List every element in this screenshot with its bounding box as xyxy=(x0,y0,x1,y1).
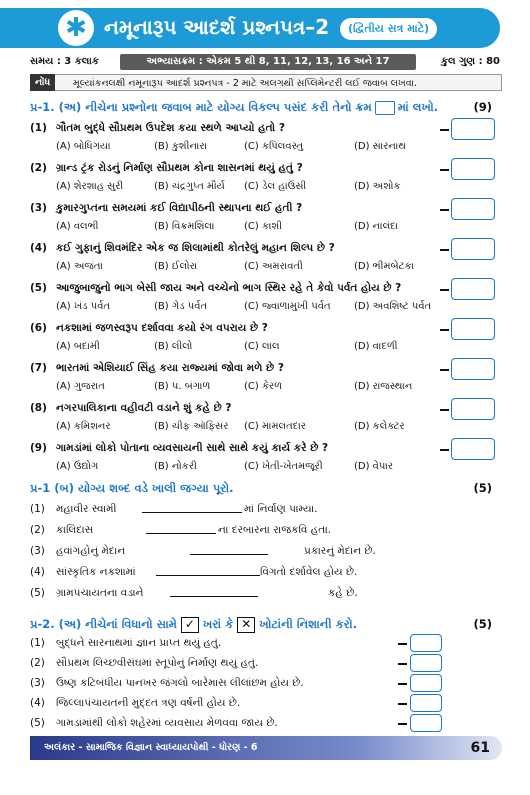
answer-dash xyxy=(398,643,407,645)
option-b: (B) ગેડ પર્વત xyxy=(154,301,208,312)
option-d: (D) વેપાર xyxy=(354,461,394,472)
answer-box[interactable] xyxy=(410,654,442,672)
answer-box[interactable] xyxy=(451,118,495,140)
option-c: (C) અમરાવતી xyxy=(244,261,303,272)
answer-dash xyxy=(440,249,449,251)
section-1a-heading: પ્ર-1. (અ) નીચેના પ્રશ્નોના જવાબ માટે યોગ્ય વિકલ્પ પસંદ કરી તેનો ક્રમ xyxy=(30,100,372,114)
answer-dash xyxy=(398,663,407,665)
answer-box[interactable] xyxy=(451,238,495,260)
note-label: નોંધ xyxy=(30,74,55,91)
answer-box[interactable] xyxy=(410,694,442,712)
option-c: (C) ખેતી-ખેતમજૂરી xyxy=(244,461,323,472)
answer-dash xyxy=(440,409,449,411)
time-label: સમય : 3 કલાક xyxy=(30,56,99,67)
fill-text-before: સાંસ્કૃતિક નકશામાં xyxy=(56,566,136,578)
blank-line[interactable] xyxy=(170,584,258,597)
option-a: (A) શેરશાહ સુરી xyxy=(56,181,124,192)
option-b: (B) વિક્રમશિલા xyxy=(154,221,215,232)
question-number: (9) xyxy=(30,442,47,454)
meta-bar xyxy=(30,54,502,70)
question-number: (4) xyxy=(30,242,47,254)
option-a: (A) અજંતા xyxy=(56,261,103,272)
question-text: કઈ ગુફાનું શિવમંદિર એક જ શિલામાંથી કોતરેલું મહાન શિલ્પ છે ? xyxy=(56,242,335,254)
option-b: (B) લીલો xyxy=(154,341,193,352)
answer-dash xyxy=(440,449,449,451)
option-d: (D) સારનાથ xyxy=(354,141,406,152)
option-d: (D) વાદળી xyxy=(354,341,398,352)
question-text: નગરપાલિકાના વહીવટી વડાને શું કહે છે ? xyxy=(56,402,232,414)
question-text: ગામડાંમાં લોકો પોતાના વ્યવસાયની સાથે સાથે કયું કાર્ય કરે છે ? xyxy=(56,442,329,454)
section-1a-title xyxy=(30,97,502,117)
cross-icon: ✕ xyxy=(237,617,255,633)
question-text: આજુબાજુનો ભાગ બેસી જાય અને વચ્ચેનો ભાગ સ્થિર રહે તે કેવો પર્વત હોય છે ? xyxy=(56,282,402,294)
total-marks-label: કુલ ગુણ : 80 xyxy=(441,56,500,67)
question-number: (6) xyxy=(30,322,47,334)
answer-dash xyxy=(440,129,449,131)
answer-box[interactable] xyxy=(451,398,495,420)
statement-number: (4) xyxy=(30,697,45,709)
header-banner xyxy=(0,8,500,48)
item-number: (4) xyxy=(30,566,45,578)
fill-text-after: માં નિર્વાણ પામ્યા. xyxy=(244,503,318,515)
option-d: (D) નાલંદા xyxy=(354,221,399,232)
answer-box[interactable] xyxy=(451,158,495,180)
section-2a-heading: પ્ર-2. (અ) નીચેનાં વિધાનો સામે xyxy=(30,617,177,631)
fill-text-before: હવાંગહોનું મેદાન xyxy=(56,545,126,557)
section-1b-heading: પ્ર-1 (બ) યોગ્ય શબ્દ વડે ખાલી જગ્યા પૂરો. xyxy=(30,481,234,495)
section-1b-title xyxy=(30,478,502,498)
question-text: ભારતમાં એશિયાઈ સિંહ કયા રાજ્યમાં જોવા મળે છે ? xyxy=(56,362,284,374)
answer-dash xyxy=(398,723,407,725)
answer-box[interactable] xyxy=(451,318,495,340)
option-a: (A) ગુજરાત xyxy=(56,381,105,392)
answer-dash xyxy=(440,289,449,291)
option-d: (D) રાજસ્થાન xyxy=(354,381,413,392)
option-a: (A) ખંડ પર્વત xyxy=(56,301,111,312)
statement-number: (5) xyxy=(30,717,45,729)
option-b: (B) કુશીનારા xyxy=(154,141,207,152)
section-2a-heading-end: ખોટાંની નિશાની કરો. xyxy=(259,617,357,631)
answer-dash xyxy=(440,169,449,171)
option-a: (A) વલભી xyxy=(56,221,99,232)
question-number: (1) xyxy=(30,122,47,134)
item-number: (3) xyxy=(30,545,45,557)
option-b: (B) નોકરી xyxy=(154,461,197,472)
question-number: (2) xyxy=(30,162,47,174)
statement-text: જિલ્લાપંચાયતની મુદ્દત ત્રણ વર્ષની હોય છે. xyxy=(56,697,241,709)
option-a: (A) ઉદ્યોગ xyxy=(56,461,99,472)
option-c: (C) જ્વાળામુખી પર્વત xyxy=(244,301,331,312)
blank-line[interactable] xyxy=(142,500,242,513)
page-title: નમૂનારૂપ આદર્શ પ્રશ્નપત્ર–2 xyxy=(104,15,330,39)
answer-dash xyxy=(440,369,449,371)
answer-dash xyxy=(440,329,449,331)
item-number: (5) xyxy=(30,587,45,599)
page-number: 61 xyxy=(470,740,490,756)
fill-text-before: મહાવીર સ્વામી xyxy=(56,503,117,515)
item-number: (2) xyxy=(30,524,45,536)
statement-number: (1) xyxy=(30,637,45,649)
note-text: મૂલ્યાંકનલક્ષી નમૂનારૂપ આદર્શ પ્રશ્નપત્ર - 2 માટે અલગથી સપ્લિમેન્ટરી લઈ જવાબ લખવા. xyxy=(73,78,417,89)
option-a: (A) બદામી xyxy=(56,341,100,352)
syllabus-label: અભ્યાસક્રમ : એકમ 5 થી 8, 11, 12, 13, 16 અને 17 xyxy=(120,54,416,70)
blank-line[interactable] xyxy=(156,563,260,576)
fill-text-after: ના દરબારના રાજકવિ હતા. xyxy=(218,524,332,536)
statement-text: બુદ્ધને સારનાથમાં જ્ઞાન પ્રાપ્ત થયું હતું. xyxy=(56,637,222,649)
answer-box[interactable] xyxy=(410,634,442,652)
question-number: (8) xyxy=(30,402,47,414)
question-number: (7) xyxy=(30,362,47,374)
option-b: (B) ચીફ ઑફિસર xyxy=(154,421,229,432)
fill-text-before: કાલિદાસ xyxy=(56,524,94,536)
question-text: ગ્રાન્ડ ટ્રંક રોડનું નિર્માણ સૌપ્રથમ કોના શાસનમાં થયું હતું ? xyxy=(56,162,303,174)
footer-text: અલંકાર - સામાજિક વિજ્ઞાન સ્વાધ્યાયપોથી - ધોરણ - 6 xyxy=(44,742,258,753)
statement-number: (3) xyxy=(30,677,45,689)
statement-text: ઉષ્ણ કટિબંધીય પાનખર જંગલો બારેમાસ લીલાંછમ હોય છે. xyxy=(56,677,304,689)
question-number: (5) xyxy=(30,282,47,294)
section-1a-heading-end: માં લખો. xyxy=(397,100,439,114)
option-c: (C) કેરળ xyxy=(244,381,282,392)
section-2a-count: (5) xyxy=(473,617,492,631)
question-text: નકશામાં જળસ્વરૂપ દર્શાવવા કયો રંગ વપરાય છે ? xyxy=(56,322,268,334)
fill-text-before: ગ્રામપંચાયતના વડાને xyxy=(56,587,144,599)
fill-text-after: વિગતો દર્શાવેલ હોય છે. xyxy=(260,566,358,578)
answer-box[interactable] xyxy=(451,438,495,460)
statement-number: (2) xyxy=(30,657,45,669)
option-b: (B) ઈલોરા xyxy=(154,261,198,272)
option-b: (B) પ. બંગાળ xyxy=(154,381,211,392)
answer-box[interactable] xyxy=(451,278,495,300)
answer-box[interactable] xyxy=(451,198,495,220)
option-c: (C) કપિલવસ્તુ xyxy=(244,141,304,152)
blank-line[interactable] xyxy=(146,521,216,534)
option-c: (C) ડેલ હાઉસી xyxy=(244,181,307,192)
note-bar xyxy=(30,74,502,91)
item-number: (1) xyxy=(30,503,45,515)
statement-text: સૌપ્રથમ લિચ્છવીસંઘમાં સ્તૂપોનું નિર્માણ થયું હતું. xyxy=(56,657,259,669)
answer-dash xyxy=(398,683,407,685)
page-subtitle: (દ્વિતીય સત્ર માટે) xyxy=(340,18,437,40)
option-a: (A) કમિશનર xyxy=(56,421,111,432)
footer-bar xyxy=(30,736,502,760)
fill-text-after: કહે છે. xyxy=(328,587,358,599)
answer-dash xyxy=(398,703,407,705)
question-number: (3) xyxy=(30,202,47,214)
statement-text: ગામડાંમાંથી લોકો શહેરમાં વ્યવસાય મેળવવા જાય છે. xyxy=(56,717,278,729)
fill-text-after: પ્રકારનું મેદાન છે. xyxy=(304,545,376,557)
section-2a-title xyxy=(30,614,502,634)
option-d: (D) ભીમબેટકા xyxy=(354,261,414,272)
question-text: ગૌતમ બુદ્ધે સૌપ્રથમ ઉપદેશ કયા સ્થળે આપ્યો હતો ? xyxy=(56,122,285,134)
answer-box[interactable] xyxy=(451,358,495,380)
option-d: (D) અવશિષ્ટ પર્વત xyxy=(354,301,432,312)
option-b: (B) ચંદ્રગુપ્ત મૌર્ય xyxy=(154,181,225,192)
section-2a-mid: ખરાં કે xyxy=(202,617,234,631)
answer-box[interactable] xyxy=(410,714,442,732)
section-1a-count: (9) xyxy=(473,100,492,114)
question-text: કુમારગુપ્તના સમયમાં કઈ વિદ્યાપીઠની સ્થાપના થઈ હતી ? xyxy=(56,202,303,214)
star-icon: ✱ xyxy=(58,10,94,46)
answer-box[interactable] xyxy=(410,674,442,692)
option-d: (D) કલેક્ટર xyxy=(354,421,405,432)
answer-dash xyxy=(440,209,449,211)
option-c: (C) લાલ xyxy=(244,341,280,352)
option-d: (D) અશોક xyxy=(354,181,401,192)
option-c: (C) મામલતદાર xyxy=(244,421,306,432)
section-1b-count: (5) xyxy=(473,481,492,495)
option-a: (A) બોધિગયા xyxy=(56,141,111,152)
option-c: (C) કાશી xyxy=(244,221,283,232)
answer-box-icon xyxy=(375,101,395,115)
blank-line[interactable] xyxy=(190,542,268,555)
tick-icon: ✓ xyxy=(181,617,199,633)
